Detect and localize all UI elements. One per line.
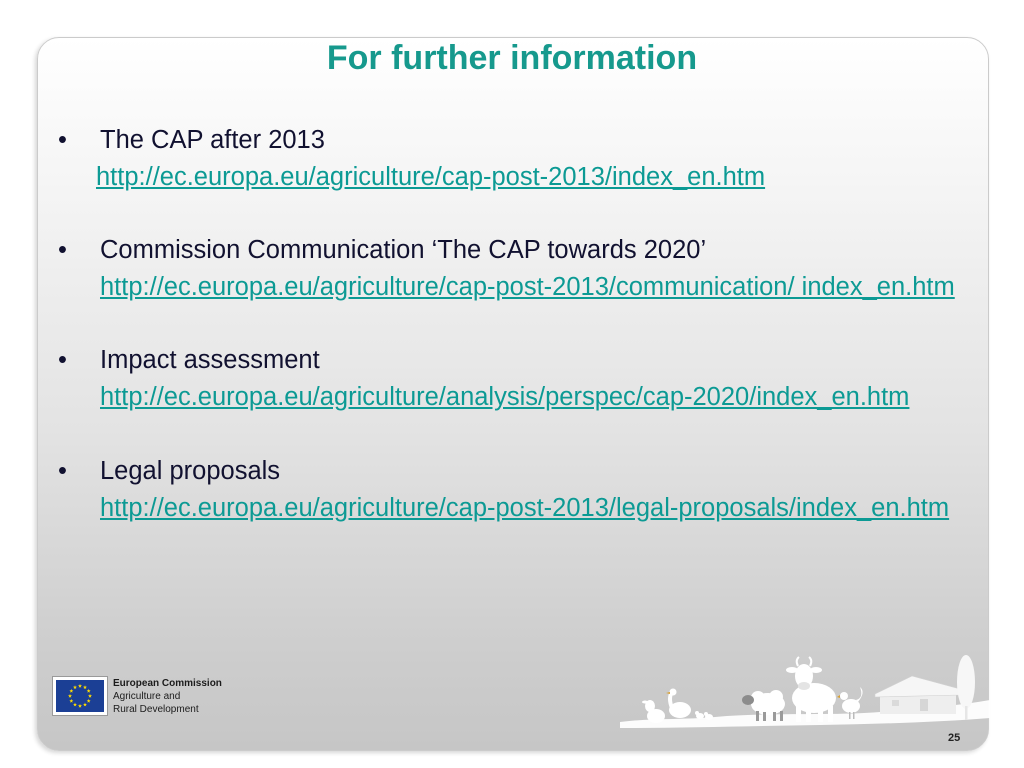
- eu-flag-graphic: [56, 680, 104, 712]
- page-number: 25: [948, 732, 961, 744]
- organization-name: European Commission: [113, 678, 222, 689]
- reference-link[interactable]: http://ec.europa.eu/agriculture/cap-post-2013/index_en.htm: [96, 163, 766, 191]
- reference-item: [0, 456, 1000, 526]
- bullet-marker: •: [58, 126, 67, 154]
- reference-label: Commission Communication ‘The CAP towards 2020’: [100, 236, 707, 264]
- farm-animals-illustration: [620, 648, 990, 736]
- farmhouse-silhouette: [875, 676, 960, 714]
- reference-link[interactable]: http://ec.europa.eu/agriculture/analysis/perspec/cap-2020/index_en.htm: [100, 383, 910, 411]
- reference-item: [0, 235, 1000, 305]
- department-name-line1: Agriculture and: [113, 691, 181, 702]
- slide-title: For further information: [326, 39, 698, 77]
- goose-silhouette: [666, 689, 691, 719]
- reference-label: Impact assessment: [100, 346, 320, 374]
- cow-silhouette: [786, 657, 836, 722]
- bullet-marker: •: [58, 236, 67, 264]
- reference-label: Legal proposals: [100, 457, 281, 485]
- bullet-marker: •: [58, 457, 67, 485]
- reference-item: [0, 125, 1000, 195]
- eu-flag-icon: [52, 676, 108, 716]
- reference-link[interactable]: http://ec.europa.eu/agriculture/cap-post-2013/communication/ index_en.htm: [100, 273, 955, 301]
- reference-link[interactable]: http://ec.europa.eu/agriculture/cap-post-2013/legal-proposals/index_en.htm: [100, 494, 950, 522]
- department-name-line2: Rural Development: [113, 704, 199, 715]
- reference-item: [0, 345, 1000, 415]
- goat-silhouette: [642, 700, 665, 723]
- reference-label: The CAP after 2013: [100, 126, 325, 154]
- department-logo-text: [113, 677, 222, 716]
- bullet-marker: •: [58, 346, 67, 374]
